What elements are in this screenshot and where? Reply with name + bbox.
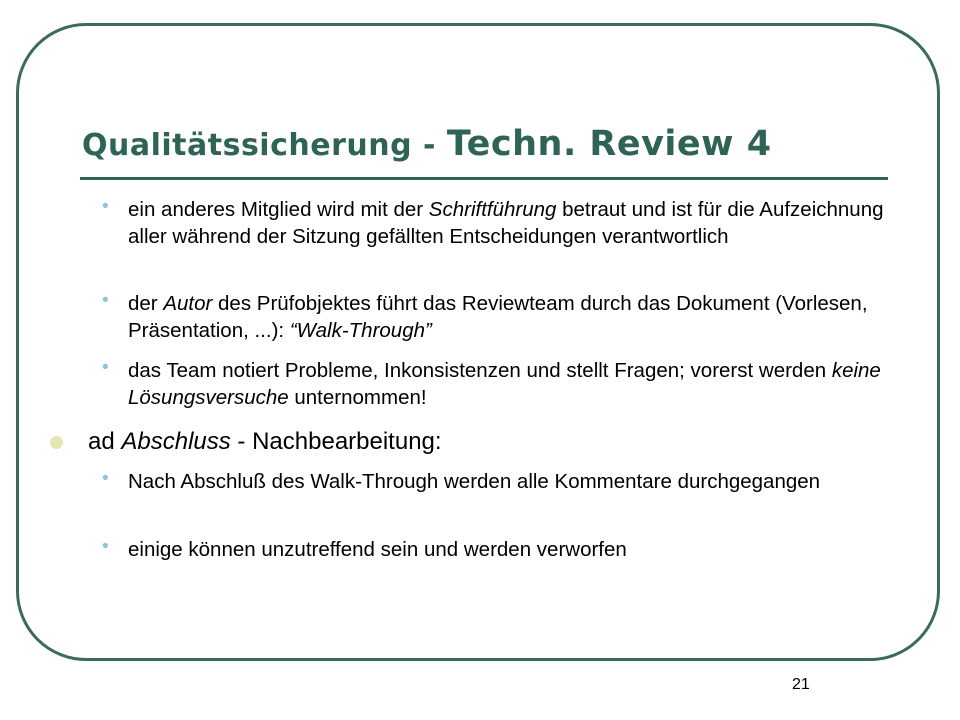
bullet-dot-icon: • [102,536,109,557]
bullet-emphasis: Schriftführung [428,198,557,221]
section-text: - Nachbearbeitung: [230,428,442,455]
bullet-text: einige können unzutreffend sein und werden verworfen [128,538,627,561]
bullet-kommentare [102,468,918,495]
section-abschluss [88,427,442,457]
bullet-dot-icon: • [102,290,109,311]
title-part-1: Qualitätssicherung - [82,128,447,163]
bullet-text: unternommen! [288,386,427,409]
bullet-text: der [128,292,164,315]
bullet-text: Nach Abschluß des Walk-Through werden alle Kommentare durchgegangen [128,470,821,493]
bullet-dot-icon: • [102,468,109,489]
bullet-dot-icon: • [102,196,109,217]
bullet-team [102,357,918,411]
section-emphasis: Abschluss [121,428,231,455]
section-text: ad [88,428,122,455]
bullet-emphasis: Autor [163,292,213,315]
bullet-emphasis: keine Lösungsversuche [128,359,881,409]
bullet-text: betraut und ist für die Aufzeichnung aller während der Sitzung gefällten Entscheidungen verantwortlich [128,198,884,248]
slide-title [82,124,772,164]
bullet-autor [102,290,918,344]
bullet-dot-icon: • [102,357,109,378]
title-part-2: Techn. Review 4 [446,124,772,164]
bullet-text: das Team notiert Probleme, Inkonsistenzen und stellt Fragen; vorerst werden [128,359,832,382]
bullet-text: des Prüfobjektes führt das Reviewteam durch das Dokument (Vorlesen, Präsentation, ...): [128,292,868,342]
title-underline [80,177,888,180]
bullet-text: ein anderes Mitglied wird mit der [128,198,429,221]
section-bullet-icon [50,436,63,449]
bullet-emphasis: “Walk-Through” [289,319,432,342]
bullet-schriftfuehrung [102,196,918,250]
page-number: 21 [792,676,810,693]
bullet-verworfen [102,536,918,563]
